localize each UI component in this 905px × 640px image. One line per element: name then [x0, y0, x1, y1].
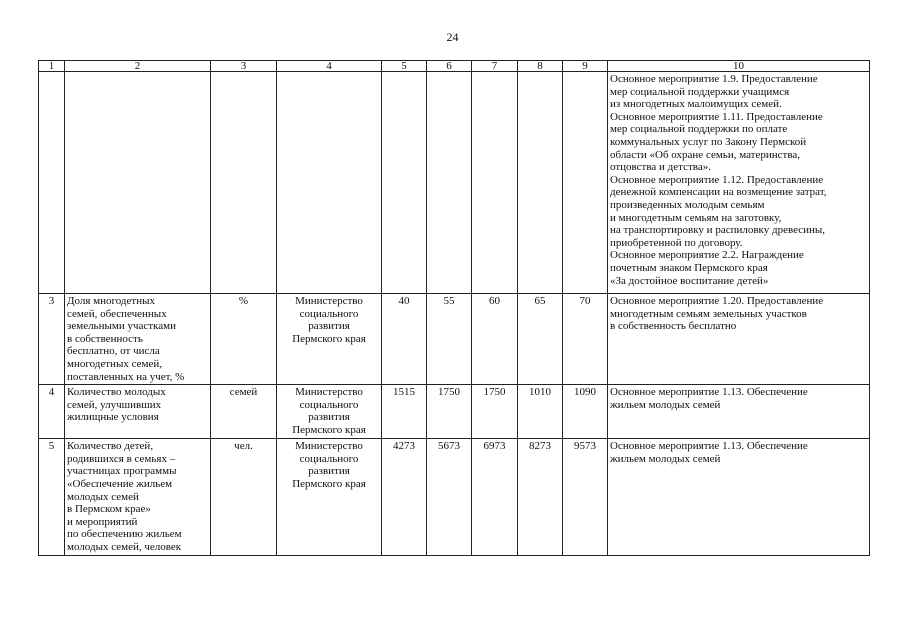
value-cell: 9573: [563, 439, 608, 555]
ministry-cell: [277, 439, 382, 555]
cell-line: и многодетным семьям на заготовку,: [610, 211, 782, 224]
cell-line: Основное мероприятие 1.11. Предоставление: [610, 110, 823, 123]
cell-line: социального: [299, 307, 359, 320]
column-header: 1: [39, 61, 65, 72]
column-header: 3: [211, 61, 277, 72]
cell-line: социального: [299, 398, 359, 411]
measures-cell: [608, 294, 870, 385]
cell-line: Основное мероприятие 1.12. Предоставление: [610, 173, 824, 186]
value-cell: 8273: [518, 439, 563, 555]
cell-line: Пермского края: [292, 477, 366, 490]
value-cell: [382, 72, 427, 294]
cell-line: Основное мероприятие 1.9. Предоставление: [610, 73, 818, 85]
cell-line: по обеспечению жильем: [67, 528, 182, 541]
indicator-cell: [65, 294, 211, 385]
cell-line: Доля многодетных: [67, 295, 155, 307]
ministry-cell: [277, 385, 382, 439]
cell-line: Пермского края: [292, 332, 366, 345]
value-cell: 1515: [382, 385, 427, 439]
cell-line: семей, улучшивших: [67, 398, 162, 411]
cell-line: Количество молодых: [67, 386, 166, 399]
value-cell: 70: [563, 294, 608, 385]
cell-line: Основное мероприятие 1.20. Предоставление: [610, 295, 824, 307]
cell-line: коммунальных услуг по Закону Пермской: [610, 135, 807, 148]
value-cell: 55: [427, 294, 472, 385]
table-row: [39, 439, 870, 555]
value-cell: 6973: [472, 439, 518, 555]
measures-cell: [608, 72, 870, 294]
unit-cell: семей: [211, 385, 277, 439]
row-number-cell: 5: [39, 439, 65, 555]
table-row: [39, 294, 870, 385]
unit-cell: чел.: [211, 439, 277, 555]
measures-cell: [608, 385, 870, 439]
value-cell: 65: [518, 294, 563, 385]
cell-line: на транспортировку и распиловку древесины,: [610, 224, 826, 237]
table-row: [39, 385, 870, 439]
cell-line: области «Об охране семьи, материнства,: [610, 148, 801, 161]
value-cell: 5673: [427, 439, 472, 555]
row-number-cell: [39, 72, 65, 294]
cell-line: бесплатно, от числа: [67, 345, 160, 358]
value-cell: 1090: [563, 385, 608, 439]
cell-line: многодетных семей,: [67, 357, 162, 370]
cell-line: Министерство: [295, 295, 363, 307]
page-number: 24: [446, 30, 459, 44]
column-header: 2: [65, 61, 211, 72]
indicator-cell: [65, 439, 211, 555]
column-header: 5: [382, 61, 427, 72]
cell-line: молодых семей: [67, 490, 139, 503]
row-number-cell: 3: [39, 294, 65, 385]
ministry-cell: [277, 294, 382, 385]
cell-line: развития: [308, 320, 350, 333]
indicator-cell: [65, 385, 211, 439]
unit-cell: [211, 72, 277, 294]
cell-line: мер социальной поддержки учащимся: [610, 85, 790, 98]
value-cell: 40: [382, 294, 427, 385]
column-header: 8: [518, 61, 563, 72]
cell-line: развития: [308, 465, 350, 478]
value-cell: 60: [472, 294, 518, 385]
value-cell: 1750: [427, 385, 472, 439]
cell-line: «За достойное воспитание детей»: [610, 274, 769, 287]
value-cell: 1010: [518, 385, 563, 439]
cell-line: в собственность бесплатно: [610, 320, 737, 333]
cell-line: приобретенной по договору.: [610, 236, 743, 249]
cell-line: родившихся в семьях –: [67, 452, 176, 465]
value-cell: [518, 72, 563, 294]
column-header: 10: [608, 61, 870, 72]
ministry-cell: [277, 72, 382, 294]
value-cell: [427, 72, 472, 294]
cell-line: Основное мероприятие 1.13. Обеспечение: [610, 386, 808, 399]
value-cell: 1750: [472, 385, 518, 439]
column-header: 9: [563, 61, 608, 72]
column-header: 6: [427, 61, 472, 72]
cell-line: участницах программы: [67, 465, 177, 478]
cell-line: произведенных молодым семьям: [610, 198, 765, 211]
cell-line: «Обеспечение жильем: [67, 477, 173, 490]
value-cell: [563, 72, 608, 294]
cell-line: Пермского края: [292, 423, 366, 436]
cell-line: отцовства и детства».: [610, 161, 711, 174]
cell-line: и мероприятий: [67, 515, 138, 528]
cell-line: денежной компенсации на возмещение затрат,: [610, 186, 827, 199]
cell-line: развития: [308, 411, 350, 424]
cell-line: жилищные условия: [67, 411, 159, 424]
cell-line: жильем молодых семей: [610, 398, 721, 411]
column-number-row: [39, 61, 870, 72]
cell-line: Министерство: [295, 440, 363, 453]
unit-cell: %: [211, 294, 277, 385]
cell-line: почетным знаком Пермского края: [610, 261, 768, 274]
indicator-cell: [65, 72, 211, 294]
cell-line: социального: [299, 452, 359, 465]
cell-line: жильем молодых семей: [610, 452, 721, 465]
indicators-table: [38, 60, 870, 556]
cell-line: мер социальной поддержки по оплате: [610, 123, 788, 136]
measures-cell: [608, 439, 870, 555]
value-cell: 4273: [382, 439, 427, 555]
cell-line: семей, обеспеченных: [67, 307, 167, 320]
column-header: 7: [472, 61, 518, 72]
cell-line: в собственность: [67, 332, 143, 345]
cell-line: земельными участками: [67, 320, 176, 333]
cell-line: Основное мероприятие 1.13. Обеспечение: [610, 440, 808, 453]
column-header: 4: [277, 61, 382, 72]
table-row: [39, 72, 870, 294]
cell-line: поставленных на учет, %: [67, 370, 185, 383]
row-number-cell: 4: [39, 385, 65, 439]
cell-line: Министерство: [295, 386, 363, 399]
cell-line: Основное мероприятие 2.2. Награждение: [610, 249, 804, 262]
cell-line: в Пермском крае»: [67, 503, 151, 516]
cell-line: молодых семей, человек: [67, 540, 182, 553]
cell-line: многодетным семьям земельных участков: [610, 307, 807, 320]
cell-line: Количество детей,: [67, 440, 154, 453]
value-cell: [472, 72, 518, 294]
cell-line: из многодетных малоимущих семей.: [610, 98, 782, 111]
